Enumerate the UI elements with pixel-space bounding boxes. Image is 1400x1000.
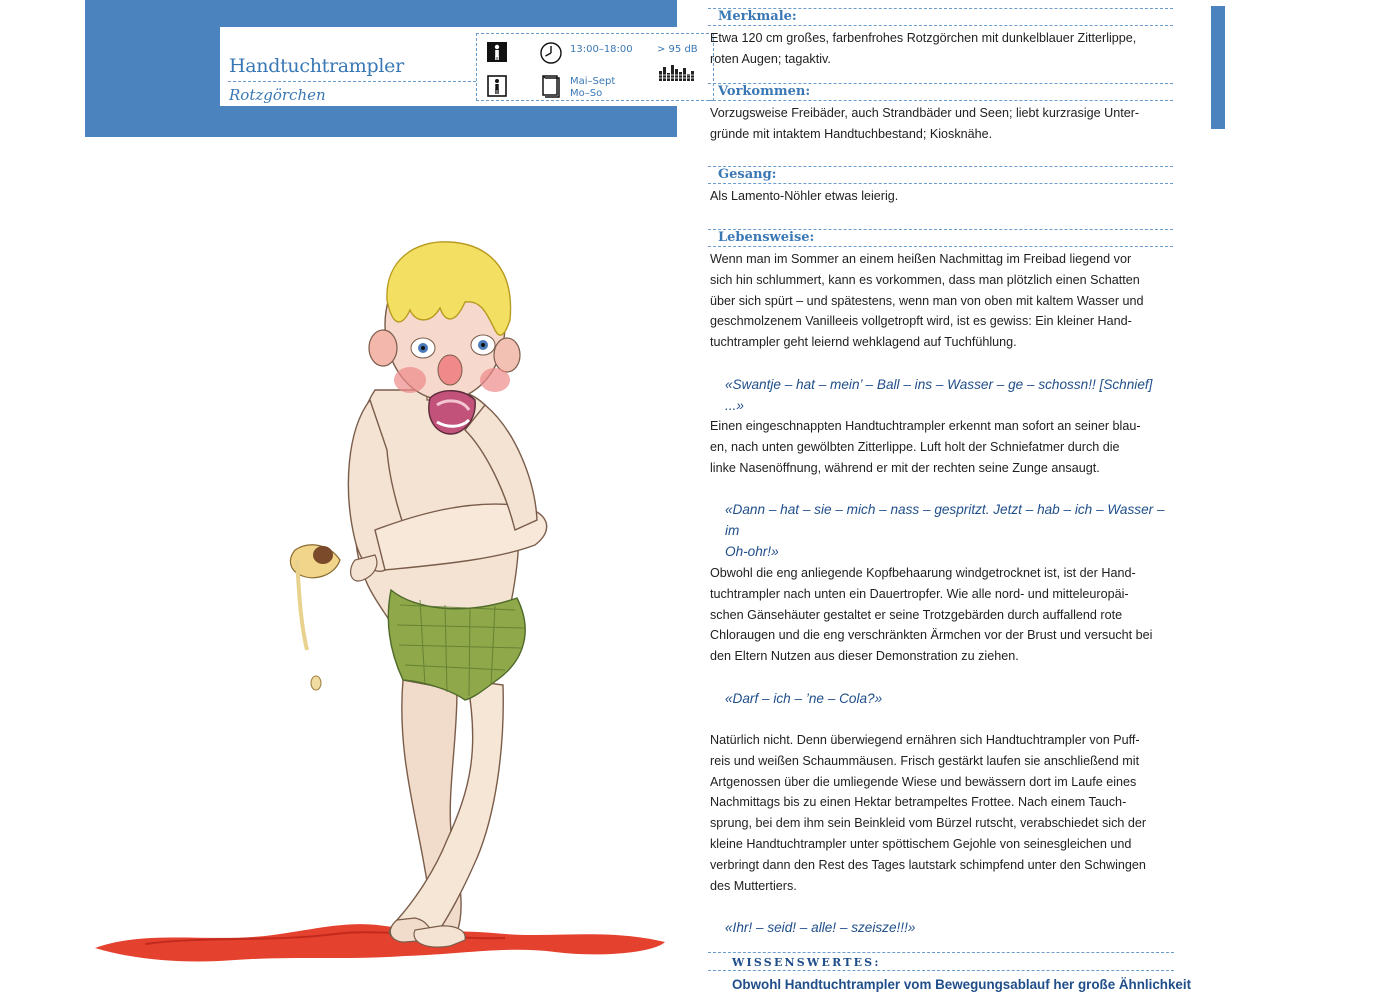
page-subtitle: Rotzgörchen: [229, 86, 326, 104]
page-title: Handtuchtrampler: [229, 55, 404, 77]
gesang-text: Als Lamento-Nöhler etwas leierig.: [710, 189, 899, 203]
equalizer-icon: [659, 63, 697, 81]
species-card: [220, 27, 719, 106]
days-text: Mo–So: [570, 88, 603, 99]
title-divider: [228, 81, 476, 82]
paragraph-4: Natürlich nicht. Denn überwiegend ernähren sich Handtuchtrampler von Puff- reis und weißen Schaummäusen. Frisch gestärkt laufen sie anschließend mit Artgenossen über die umliegende Wiese und bewässern dort im Laufe eines Nachmittags bis zu einen Hektar betrampeltes Frottee. Nach einem Tauch- sprung, bei dem ihm sein Beinkleid vom Bürzel rutscht, verabschiedet sich der kleine Handtuchtrampler unter spöttischem Gejohle von seinesgleichen und verbringt dann den Rest des Tages lautstark schimpfend unter den Schwingen des Muttertiers.: [710, 733, 1147, 893]
section-heading: Merkmale:: [708, 8, 1173, 26]
paragraph-1: Wenn man im Sommer an einem heißen Nachmittag im Freibad liegend vor sich hin schlummert, kann es vorkommen, dass man plötzlich einen Schatten über sich spürt – und spätestens, wenn man von oben mit kaltem Wasser und geschmolzenem Vanilleeis vollgetropft wird, ist es gewiss: Ein kleiner Hand- tuchtrampler geht leiernd wehklagend auf Tuchfühlung.: [710, 252, 1144, 350]
paragraph-3: Obwohl die eng anliegende Kopfbehaarung windgetrocknet ist, ist der Hand- tuchtrampler nach unten ein Dauertropfer. Wie alle nord- und mitteleuropäi- schen Gänsehäuter gestaltet er seine Trotzgebärden durch auffallend rote Chloraugen und die eng verschränkten Ärmchen vor der Brust und versucht bei den Eltern Nutzen aus dieser Demonstration zu ziehen.: [710, 566, 1153, 664]
section-heading: Vorkommen:: [708, 83, 1173, 101]
towel: [95, 924, 665, 961]
calendar-icon: [540, 74, 562, 98]
quote-3: «Darf – ich – ’ne – Cola?»: [725, 691, 883, 706]
section-gesang: [708, 166, 1173, 184]
section-heading: Gesang:: [708, 166, 1173, 184]
season-text: Mai–Sept: [570, 76, 616, 87]
figure-frame-icon: [487, 75, 507, 97]
wissenswertes-text: Obwohl Handtuchtrampler vom Bewegungsablauf her große Ähnlichkeit: [732, 977, 1192, 992]
figure-icon: [487, 42, 507, 62]
volume-text: > 95 dB: [657, 44, 698, 55]
wissenswertes-heading: WISSENSWERTES:: [708, 952, 1174, 971]
section-lebensweise: [708, 229, 1173, 247]
section-heading: Lebensweise:: [708, 229, 1173, 247]
section-vorkommen: [708, 83, 1173, 101]
paragraph-2: Einen eingeschnappten Handtuchtrampler erkennt man sofort an seiner blau- en, nach unten gewölbten Zitterlippe. Luft holt der Schniefatmer durch die linke Nasenöffnung, während er mit der rechten seine Zunge ansaugt.: [710, 419, 1141, 475]
quote-1: «Swantje – hat – mein’ – Ball – ins – Wasser – ge – schossn!! [Schnief] ...»: [725, 377, 1153, 413]
info-box: [476, 33, 714, 101]
vorkommen-text: Vorzugsweise Freibäder, auch Strandbäder und Seen; liebt kurzrasige Unter- gründe mit intaktem Handtuchbestand; Kiosknähe.: [710, 106, 1140, 141]
activity-time: 13:00–18:00: [570, 44, 633, 55]
clock-icon: [539, 41, 563, 65]
character-illustration: [85, 230, 675, 970]
section-merkmale: [708, 8, 1173, 26]
quote-2: «Dann – hat – sie – mich – nass – gespritzt. Jetzt – hab – ich – Wasser – im Oh-ohr!»: [725, 502, 1165, 559]
header-band: [85, 0, 698, 137]
quote-4: «Ihr! – seid! – alle! – szeisze!!!»: [725, 920, 916, 935]
merkmale-text: Etwa 120 cm großes, farbenfrohes Rotzgörchen mit dunkelblauer Zitterlippe, roten Augen; tagaktiv.: [710, 31, 1137, 66]
edge-tab: [1211, 6, 1225, 129]
